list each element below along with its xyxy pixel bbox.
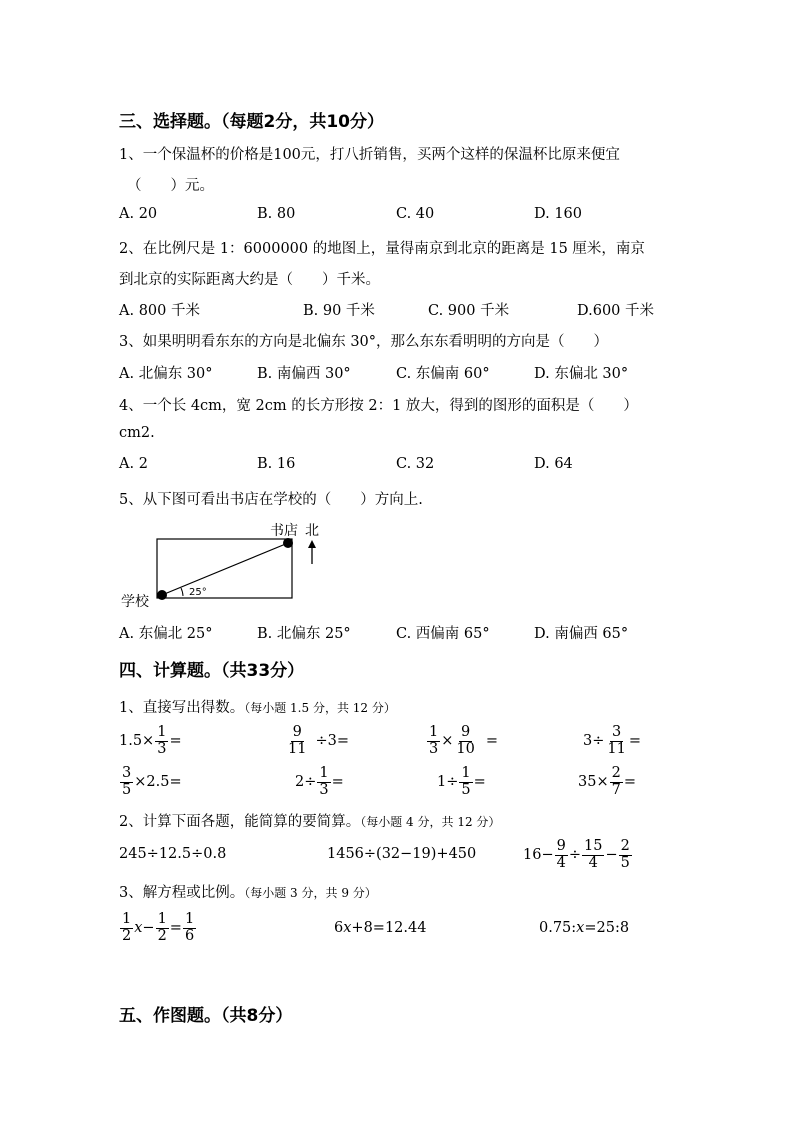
fraction: [120, 912, 133, 943]
fraction: [555, 839, 568, 870]
calc-item-8-pre: 35×: [578, 774, 609, 790]
denominator: 3: [157, 740, 167, 757]
calc-item-5-post: ×2.5=: [134, 774, 182, 790]
fraction: [156, 912, 169, 943]
numerator: 1: [122, 911, 132, 928]
numerator: 15: [584, 838, 603, 855]
equation-3-post: =25:8: [584, 920, 630, 936]
calc-item-1: [119, 720, 182, 762]
fraction: [459, 766, 472, 797]
school-dot: [157, 590, 167, 600]
bookstore-label: 书店: [270, 523, 298, 539]
calc-item-2: [285, 720, 349, 762]
operator: ÷: [568, 847, 581, 863]
part-3-title: [119, 881, 377, 902]
bookstore-dot: [283, 538, 293, 548]
calc-item-6-pre: 2÷: [295, 774, 317, 790]
fraction: [610, 766, 623, 797]
fraction: [427, 725, 440, 756]
denominator: 3: [319, 781, 329, 798]
numerator: 1: [184, 911, 195, 928]
fraction: [605, 725, 627, 756]
fraction: [286, 725, 308, 756]
denominator: 3: [429, 740, 439, 757]
q3-option-b: B. 南偏西 30°: [257, 366, 351, 382]
expr-1: 245÷12.5÷0.8: [119, 846, 227, 862]
section-4-heading: 四、计算题。（共33分）: [119, 661, 305, 681]
calc-item-8: [578, 761, 636, 803]
numerator: 9: [461, 724, 471, 741]
equation-2-var: x: [343, 920, 352, 936]
question-4-line-2: cm2.: [119, 425, 155, 441]
calc-item-1-pre: 1.5×: [119, 733, 155, 749]
fraction: [183, 912, 196, 943]
fraction: [619, 839, 632, 870]
q3-option-c: C. 东偏南 60°: [396, 366, 490, 382]
q1-option-c: C. 40: [396, 206, 435, 222]
denominator: 5: [122, 781, 132, 798]
north-label: 北: [305, 523, 319, 539]
denominator: 5: [620, 854, 630, 871]
q2-option-c: C. 900 千米: [428, 303, 510, 319]
equation-1: [119, 907, 197, 949]
section-5-heading: 五、作图题。（共8分）: [119, 1006, 293, 1026]
question-5-line-1: 5、从下图可看出书店在学校的（ ）方向上.: [119, 492, 423, 508]
numerator: 3: [611, 724, 622, 741]
calc-item-5: [119, 761, 182, 803]
denominator: 5: [461, 781, 471, 798]
q2-option-d: D.600 千米: [577, 303, 655, 319]
calc-item-4-pre: 3÷: [583, 733, 605, 749]
part-1-note: （每小题 1.5 分，共 12 分）: [244, 701, 396, 715]
denominator: 2: [157, 927, 167, 944]
expr-3-pre: 16−: [523, 847, 554, 863]
question-4-line-1: 4、一个长 4cm，宽 2cm 的长方形按 2：1 放大，得到的图形的面积是（ ）: [119, 398, 638, 414]
numerator: 9: [292, 724, 302, 741]
q4-option-c: C. 32: [396, 456, 435, 472]
calc-item-2-post: ÷3=: [315, 733, 349, 749]
question-2-line-1: 2、在比例尺是 1：6000000 的地图上，量得南京到北京的距离是 15 厘米，南京: [119, 241, 645, 257]
numerator: 1: [461, 765, 471, 782]
equation-3-var: x: [576, 920, 585, 936]
q4-option-b: B. 16: [257, 456, 296, 472]
angle-label: 25°: [189, 587, 207, 598]
numerator: 1: [157, 911, 167, 928]
equation-1-mid: x−: [134, 920, 155, 936]
denominator: 11: [288, 740, 307, 757]
expr-2: 1456÷(32−19)+450: [327, 846, 477, 862]
calc-item-7-pre: 1÷: [437, 774, 459, 790]
q5-option-b: B. 北偏东 25°: [257, 626, 351, 642]
part-2-title-text: 2、计算下面各题，能简算的要简算。: [119, 814, 361, 830]
direction-figure: [112, 515, 332, 615]
equation-3: [539, 920, 629, 936]
question-3-line-1: 3、如果明明看东东的方向是北偏东 30°，那么东东看明明的方向是（ ）: [119, 334, 609, 350]
equation-2-post: +8=12.44: [351, 920, 427, 936]
denominator: 2: [122, 927, 132, 944]
numerator: 1: [319, 765, 329, 782]
q3-option-d: D. 东偏北 30°: [534, 366, 629, 382]
numerator: 3: [122, 765, 132, 782]
part-1-title: [119, 696, 396, 717]
denominator: 10: [456, 740, 475, 757]
fraction: [454, 725, 476, 756]
figure-diagonal: [162, 543, 288, 595]
north-arrow-icon: [308, 540, 316, 548]
denominator: 4: [556, 854, 566, 871]
expr-3: [523, 834, 633, 876]
calc-item-6: [295, 761, 344, 803]
numerator: 2: [611, 765, 621, 782]
part-3-note: （每小题 3 分，共 9 分）: [244, 886, 377, 900]
calc-item-7: [437, 761, 486, 803]
calc-item-3: [426, 720, 498, 762]
fraction: [317, 766, 330, 797]
q3-option-a: A. 北偏东 30°: [119, 366, 213, 382]
calc-item-4-post: =: [628, 733, 641, 749]
q4-option-a: A. 2: [119, 456, 148, 472]
section-3-heading: 三、选择题。（每题2分，共10分）: [119, 112, 384, 132]
equation-2: [334, 920, 426, 936]
calc-item-8-post: =: [623, 774, 636, 790]
q2-option-b: B. 90 千米: [303, 303, 375, 319]
q5-option-d: D. 南偏西 65°: [534, 626, 629, 642]
numerator: 9: [556, 838, 566, 855]
part-2-note: （每小题 4 分，共 12 分）: [360, 815, 501, 829]
fraction: [582, 839, 604, 870]
numerator: 1: [429, 724, 439, 741]
question-1-line-2: （ ）元。: [127, 178, 214, 194]
numerator: 2: [620, 838, 630, 855]
equals-sign: =: [169, 920, 182, 936]
q5-option-c: C. 西偏南 65°: [396, 626, 490, 642]
operator: ×: [441, 733, 454, 749]
q4-option-d: D. 64: [534, 456, 573, 472]
part-3-title-text: 3、解方程或比例。: [119, 885, 245, 901]
equation-2-pre: 6: [334, 920, 344, 936]
denominator: 4: [588, 854, 598, 871]
part-2-title: [119, 810, 500, 831]
q2-option-a: A. 800 千米: [119, 303, 200, 319]
numerator: 1: [157, 724, 167, 741]
operator: −: [605, 847, 618, 863]
denominator: 6: [184, 927, 195, 944]
school-label: 学校: [121, 594, 149, 610]
calc-item-7-post: =: [473, 774, 486, 790]
calc-item-4: [583, 720, 641, 762]
calc-item-1-post: =: [169, 733, 182, 749]
calc-item-6-post: =: [331, 774, 344, 790]
fraction: [155, 725, 168, 756]
question-1-line-1: 1、一个保温杯的价格是100元，打八折销售，买两个这样的保温杯比原来便宜: [119, 147, 620, 163]
q5-option-a: A. 东偏北 25°: [119, 626, 213, 642]
calc-item-3-post: =: [485, 733, 498, 749]
denominator: 7: [611, 781, 621, 798]
angle-arc: [181, 588, 183, 596]
q1-option-d: D. 160: [534, 206, 583, 222]
part-1-title-text: 1、直接写出得数。: [119, 700, 245, 716]
q1-option-a: A. 20: [119, 206, 158, 222]
equation-3-pre: 0.75:: [539, 920, 577, 936]
denominator: 11: [607, 740, 626, 757]
fraction: [120, 766, 133, 797]
question-2-line-2: 到北京的实际距离大约是（ ）千米。: [119, 272, 380, 288]
q1-option-b: B. 80: [257, 206, 296, 222]
